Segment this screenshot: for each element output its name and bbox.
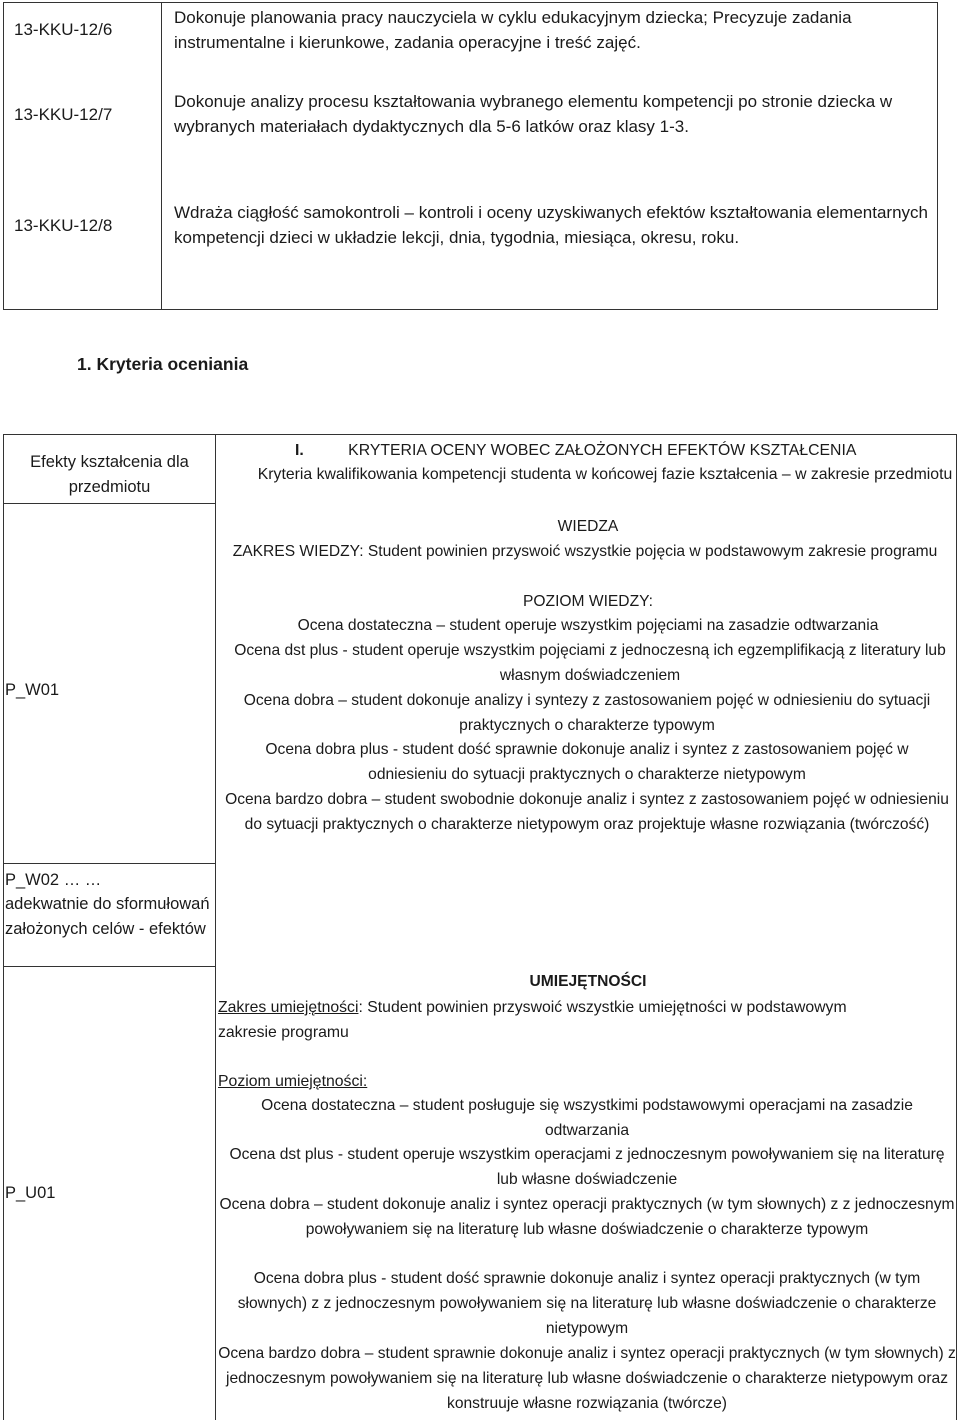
skills-level-label: Poziom umiejętności: [218, 1073, 368, 1090]
top-table-border-bottom [3, 309, 938, 310]
knowledge-level-label: POZIOM WIEDZY: [523, 593, 653, 610]
learning-outcomes-header: Efekty kształcenia dla przedmiotu [30, 453, 189, 496]
top-table-column-divider [161, 2, 162, 310]
outcome-code-w01: P_W01 [5, 681, 60, 699]
row-code: 13-KKU-12/6 [14, 20, 113, 39]
left-header-divider [3, 503, 216, 504]
top-table-border-right [937, 2, 938, 310]
skills-grade: Ocena dobra – student dokonuje analiz i syntez operacji praktycznych (w tym słownych) z z jednoczesnym powoływaniem się na literaturę lub własne doświadczenie o charakterze typowym [219, 1196, 955, 1238]
knowledge-grade: Ocena dobra plus - student dość sprawnie dokonuje analiz i syntez z zastosowaniem pojęć w odniesieniu do sytuacji praktycznych o charakterze nietypowym [265, 741, 909, 783]
outcome-w02-note: adekwatnie do sformułowań założonych celów - efektów [5, 895, 210, 938]
outcome-code-w02: P_W02 … … [5, 871, 102, 889]
row-code: 13-KKU-12/7 [14, 105, 113, 124]
skills-scope [218, 995, 858, 1045]
criteria-table-border-right [956, 434, 957, 1420]
row-description: Wdraża ciągłość samokontroli – kontroli i oceny uzyskiwanych efektów kształtowania elementarnych kompetencji dzieci w układzie lekcji, dnia, tygodnia, miesiąca, okresu, roku. [174, 203, 929, 247]
criteria-title-main: KRYTERIA OCENY WOBEC ZAŁOŻONYCH EFEKTÓW KSZTAŁCENIA [348, 442, 857, 459]
left-w01-divider [3, 863, 216, 864]
skills-grade: Ocena bardzo dobra – student sprawnie dokonuje analiz i syntez operacji praktycznych (w tym słownych) z jednoczesnym powoływaniem się na literaturę lub własne doświadczenie o charakterze nietypowym oraz konstruuje własne rozwiązania (twórcze) [218, 1345, 956, 1412]
criteria-subtitle: Kryteria kwalifikowania kompetencji studenta w końcowej fazie kształcenia – w zakresie przedmiotu [257, 466, 953, 483]
skills-scope-text: : Student powinien przyswoić wszystkie umiejętności w podstawowym zakresie programu [218, 999, 847, 1041]
knowledge-grade: Ocena bardzo dobra – student swobodnie dokonuje analiz i syntez z zastosowaniem pojęć w odniesieniu do sytuacji praktycznych o charakterze nietypowym oraz projektuje własne rozwiązania (twórczość) [225, 791, 949, 833]
skills-heading: UMIEJĘTNOŚCI [529, 973, 647, 990]
knowledge-grade: Ocena dobra – student dokonuje analizy i syntezy z zastosowaniem pojęć w odniesieniu do sytuacji praktycznych o charakterze typowym [243, 692, 931, 734]
row-description: Dokonuje analizy procesu kształtowania wybranego elementu kompetencji po stronie dziecka w wybranych materiałach dydaktycznych dla 5-6 latków oraz klasy 1-3. [174, 92, 893, 136]
knowledge-scope: ZAKRES WIEDZY: Student powinien przyswoić wszystkie pojęcia w podstawowym zakresie programu [232, 543, 938, 560]
top-table-border-left [3, 2, 4, 310]
knowledge-grade: Ocena dostateczna – student operuje wszystkim pojęciami na zasadzie odtwarzania [297, 617, 879, 634]
section-heading: 1. Kryteria oceniania [77, 354, 249, 374]
criteria-title [295, 439, 935, 463]
row-description: Dokonuje planowania pracy nauczyciela w cyklu edukacyjnym dziecka; Precyzuje zadania instrumentalne i kierunkowe, zadania operacyjne i treść zajęć. [174, 8, 852, 52]
outcome-code-u01: P_U01 [5, 1184, 56, 1202]
row-code: 13-KKU-12/8 [14, 216, 113, 235]
criteria-table-column-divider [215, 434, 216, 1420]
criteria-table-border-top [3, 434, 956, 435]
skills-grade: Ocena dostateczna – student posługuje się wszystkimi podstawowymi operacjami na zasadzie odtwarzania [261, 1097, 913, 1139]
top-table-border-top [3, 2, 938, 3]
criteria-title-roman: I. [295, 442, 304, 459]
skills-scope-label: Zakres umiejętności [218, 999, 359, 1016]
knowledge-heading: WIEDZA [557, 518, 619, 535]
left-w02-divider [3, 966, 216, 967]
knowledge-grade: Ocena dst plus - student operuje wszystkim pojęciami z jednoczesną ich egzemplifikacją z literatury lub własnym doświadczeniem [234, 642, 946, 684]
skills-grade: Ocena dobra plus - student dość sprawnie dokonuje analiz i syntez operacji praktycznych (w tym słownych) z z jednoczesnym powoływaniem się na literaturę lub własne doświadczenie o charakterze nietypowym [237, 1270, 937, 1337]
skills-grade: Ocena dst plus - student operuje wszystkim operacjami z jednoczesnym powoływaniem się na literaturę lub własne doświadczenie [229, 1146, 945, 1188]
criteria-table-border-left [3, 434, 4, 1420]
